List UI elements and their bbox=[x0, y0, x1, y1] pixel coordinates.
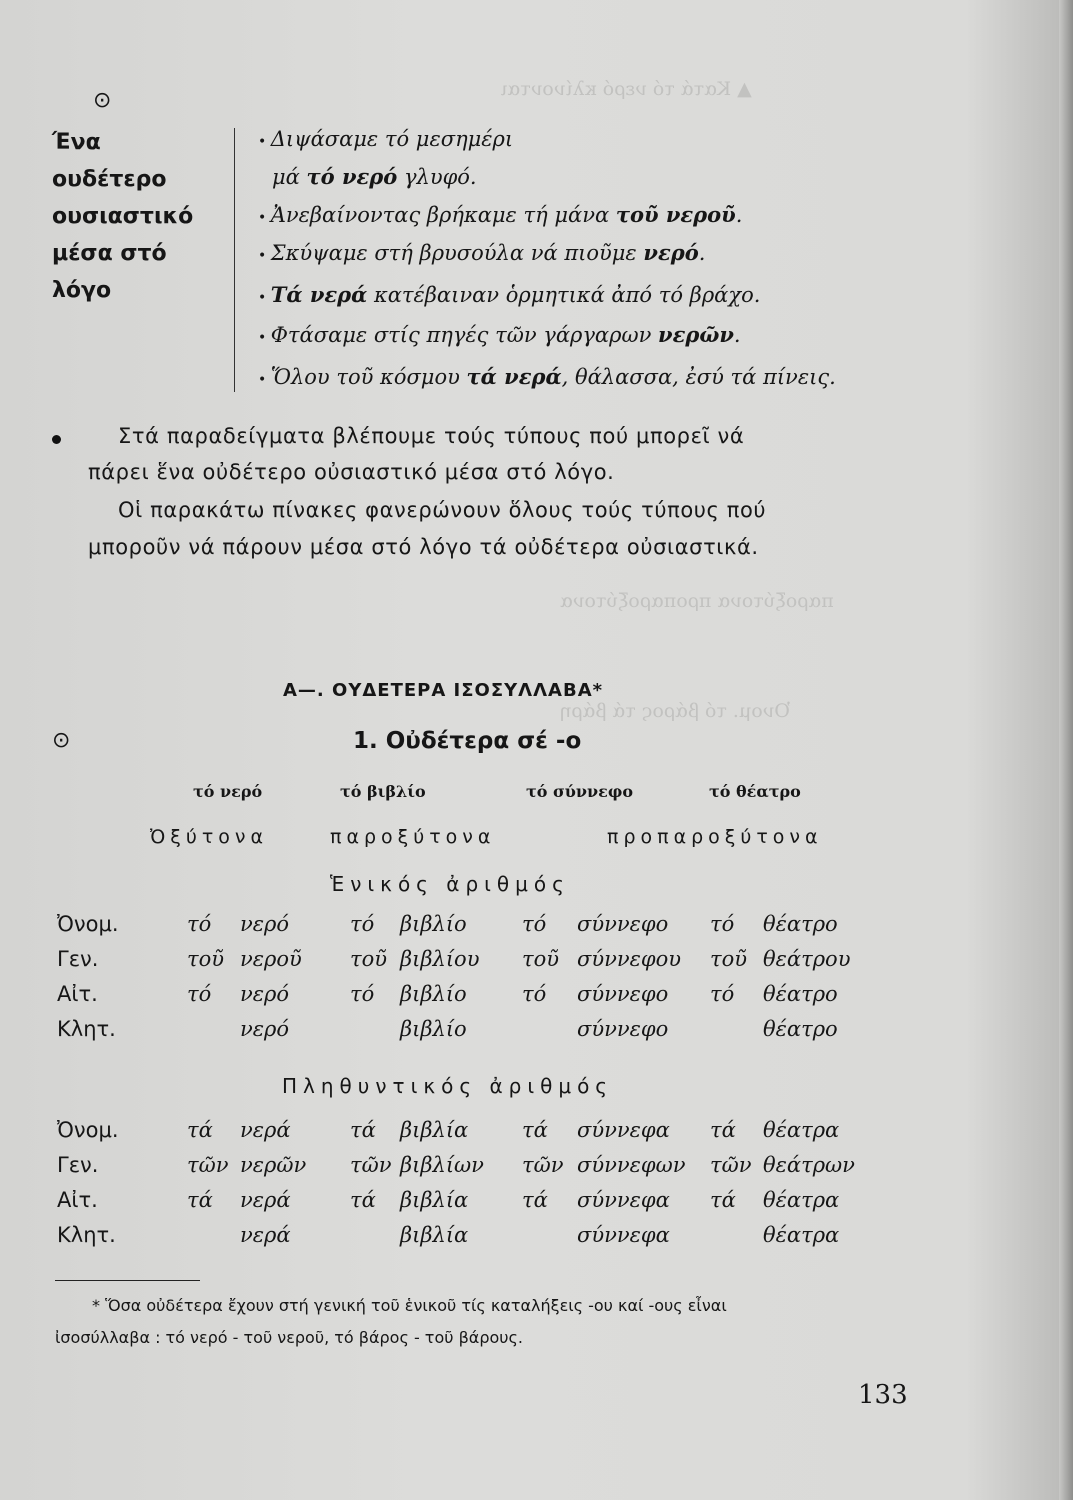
bullet-icon: • bbox=[258, 210, 271, 226]
case-label: Κλητ. bbox=[57, 1223, 116, 1247]
noun-form-cell: νερά bbox=[240, 1223, 291, 1247]
example-text: . bbox=[733, 323, 741, 347]
case-label: Αἰτ. bbox=[57, 1188, 98, 1212]
section-marker-icon: ⊙ bbox=[93, 88, 112, 113]
example-line bbox=[258, 282, 760, 307]
example-text: Διψάσαμε τό μεσημέρι bbox=[270, 127, 514, 151]
bullet-icon: • bbox=[258, 330, 271, 346]
word-header: τό θέατρο bbox=[709, 782, 801, 801]
noun-form-cell: νερό bbox=[240, 1017, 290, 1041]
side-heading-line: μέσα στό bbox=[52, 241, 167, 266]
divider-line bbox=[234, 128, 235, 392]
noun-form-cell: σύννεφο bbox=[577, 1017, 669, 1041]
noun-form-cell: βιβλίων bbox=[400, 1153, 484, 1177]
article-cell: τῶν bbox=[350, 1153, 392, 1177]
example-text: , θάλασσα, ἐσύ τά πίνεις. bbox=[561, 365, 836, 389]
case-label: Ὀνομ. bbox=[57, 912, 119, 936]
example-line bbox=[258, 322, 741, 347]
side-heading-line: Ένα bbox=[52, 130, 101, 155]
stress-label: παροξύτονα bbox=[330, 826, 496, 848]
noun-form-cell: βιβλία bbox=[400, 1118, 469, 1142]
bleed-through-text: Ὀνομ. τό βάρος τά βάρη bbox=[560, 700, 790, 722]
noun-form-cell: βιβλίο bbox=[400, 1017, 467, 1041]
example-line bbox=[258, 127, 513, 151]
article-cell: τοῦ bbox=[350, 947, 388, 971]
intro-line: Στά παραδείγματα βλέπουμε τούς τύπους πού μπορεῖ νά bbox=[118, 424, 745, 448]
article-cell: τό bbox=[522, 982, 547, 1006]
example-line bbox=[258, 202, 742, 227]
noun-form-cell: θέατρο bbox=[763, 1017, 838, 1041]
article-cell: τό bbox=[187, 912, 212, 936]
bleed-through-text: ▲ Κατά τό νερό κλίνονται bbox=[500, 78, 752, 100]
article-cell: τό bbox=[710, 912, 735, 936]
footnote-line: ἰσοσύλλαβα : τό νερό - τοῦ νεροῦ, τό βάρος - τοῦ βάρους. bbox=[55, 1328, 524, 1347]
article-cell: τά bbox=[522, 1188, 548, 1212]
noun-form-cell: σύννεφο bbox=[577, 912, 669, 936]
noun-form-cell: νερά bbox=[240, 1118, 291, 1142]
intro-line: Οἱ παρακάτω πίνακες φανερώνουν ὅλους τούς τύπους πού bbox=[118, 498, 767, 522]
noun-form-cell: νερῶν bbox=[240, 1153, 307, 1177]
bullet-icon: • bbox=[258, 372, 271, 388]
case-label: Ὀνομ. bbox=[57, 1118, 119, 1142]
article-cell: τά bbox=[710, 1118, 736, 1142]
noun-form-cell: θέατρο bbox=[763, 982, 838, 1006]
noun-form-cell: θέατρα bbox=[763, 1223, 840, 1247]
article-cell: τῶν bbox=[522, 1153, 564, 1177]
footnote-line: * Ὅσα οὐδέτερα ἔχουν στή γενική τοῦ ἑνικοῦ τίς καταλήξεις -ου καί -ους εἶναι bbox=[92, 1296, 727, 1315]
highlighted-noun: τά νερά bbox=[466, 364, 562, 389]
article-cell: τά bbox=[350, 1118, 376, 1142]
example-text: μά bbox=[272, 165, 307, 189]
highlighted-noun: τοῦ νεροῦ bbox=[615, 202, 736, 227]
article-cell: τό bbox=[187, 982, 212, 1006]
highlighted-noun: νερῶν bbox=[658, 322, 734, 347]
noun-form-cell: βιβλίο bbox=[400, 912, 467, 936]
example-text: Ὅλου τοῦ κόσμου bbox=[270, 365, 467, 389]
article-cell: τά bbox=[522, 1118, 548, 1142]
page-number: 133 bbox=[858, 1380, 908, 1410]
noun-form-cell: σύννεφου bbox=[577, 947, 682, 971]
noun-form-cell: νερό bbox=[240, 912, 290, 936]
bullet-icon: • bbox=[258, 248, 271, 264]
bullet-icon bbox=[52, 435, 61, 444]
stress-label: Ὀξύτονα bbox=[150, 826, 269, 848]
noun-form-cell: βιβλίου bbox=[400, 947, 480, 971]
section-title: Α—. ΟΥΔΕΤΕΡΑ ΙΣΟΣΥΛΛΑΒΑ* bbox=[283, 680, 604, 701]
example-line bbox=[258, 164, 477, 189]
highlighted-noun: Τά νερά bbox=[270, 282, 368, 307]
noun-form-cell: σύννεφα bbox=[577, 1188, 670, 1212]
noun-form-cell: βιβλίο bbox=[400, 982, 467, 1006]
plural-title: Πληθυντικός ἀριθμός bbox=[282, 1074, 614, 1098]
bleed-through-text: παροξύτονα προπαροξύτονα bbox=[560, 590, 834, 612]
noun-form-cell: θέατρα bbox=[763, 1118, 840, 1142]
noun-form-cell: νερό bbox=[240, 982, 290, 1006]
article-cell: τά bbox=[710, 1188, 736, 1212]
noun-form-cell: σύννεφο bbox=[577, 982, 669, 1006]
intro-line: μποροῦν νά πάρουν μέσα στό λόγο τά οὐδέτερα οὐσιαστικά. bbox=[88, 535, 759, 559]
case-label: Γεν. bbox=[57, 947, 99, 971]
bullet-icon: • bbox=[258, 134, 271, 150]
case-label: Αἰτ. bbox=[57, 982, 98, 1006]
example-text: . bbox=[735, 203, 743, 227]
bullet-icon: • bbox=[258, 290, 271, 306]
example-line bbox=[258, 364, 836, 389]
article-cell: τό bbox=[350, 912, 375, 936]
noun-form-cell: νερά bbox=[240, 1188, 291, 1212]
noun-form-cell: σύννεφα bbox=[577, 1118, 670, 1142]
footnote-rule bbox=[55, 1280, 200, 1281]
word-header: τό σύννεφο bbox=[526, 782, 633, 801]
article-cell: τῶν bbox=[710, 1153, 752, 1177]
noun-form-cell: θέατρα bbox=[763, 1188, 840, 1212]
example-text: Φτάσαμε στίς πηγές τῶν γάργαρων bbox=[270, 323, 659, 347]
stress-label: προπαροξύτονα bbox=[607, 826, 823, 848]
noun-form-cell: βιβλία bbox=[400, 1223, 469, 1247]
singular-title: Ἑνικός ἀριθμός bbox=[330, 872, 570, 896]
article-cell: τοῦ bbox=[710, 947, 748, 971]
example-text: Ἀνεβαίνοντας βρήκαμε τή μάνα bbox=[270, 203, 616, 227]
intro-line: πάρει ἕνα οὐδέτερο οὐσιαστικό μέσα στό λόγο. bbox=[88, 460, 615, 484]
example-text: . bbox=[698, 241, 706, 265]
example-text: Σκύψαμε στή βρυσούλα νά πιοῦμε bbox=[270, 241, 644, 265]
example-line bbox=[258, 240, 705, 265]
highlighted-noun: τό νερό bbox=[306, 164, 398, 189]
article-cell: τοῦ bbox=[522, 947, 560, 971]
section-marker-icon: ⊙ bbox=[52, 728, 71, 753]
noun-form-cell: σύννεφα bbox=[577, 1223, 670, 1247]
noun-form-cell: θεάτρων bbox=[763, 1153, 855, 1177]
noun-form-cell: νεροῦ bbox=[240, 947, 302, 971]
article-cell: τό bbox=[710, 982, 735, 1006]
word-header: τό νερό bbox=[193, 782, 263, 801]
article-cell: τό bbox=[522, 912, 547, 936]
word-header: τό βιβλίο bbox=[340, 782, 426, 801]
article-cell: τοῦ bbox=[187, 947, 225, 971]
article-cell: τό bbox=[350, 982, 375, 1006]
case-label: Γεν. bbox=[57, 1153, 99, 1177]
noun-form-cell: σύννεφων bbox=[577, 1153, 686, 1177]
highlighted-noun: νερό bbox=[643, 240, 699, 265]
case-label: Κλητ. bbox=[57, 1017, 116, 1041]
article-cell: τά bbox=[187, 1118, 213, 1142]
article-cell: τῶν bbox=[187, 1153, 229, 1177]
page-edge bbox=[1059, 0, 1073, 1500]
article-cell: τά bbox=[350, 1188, 376, 1212]
noun-form-cell: θέατρο bbox=[763, 912, 838, 936]
article-cell: τά bbox=[187, 1188, 213, 1212]
example-text: κατέβαιναν ὁρμητικά ἀπό τό βράχο. bbox=[367, 283, 761, 307]
side-heading bbox=[52, 124, 193, 309]
noun-form-cell: βιβλία bbox=[400, 1188, 469, 1212]
example-text: γλυφό. bbox=[397, 165, 477, 189]
side-heading-line: λόγο bbox=[52, 278, 112, 303]
side-heading-line: ουσιαστικό bbox=[52, 204, 194, 229]
noun-form-cell: θεάτρου bbox=[763, 947, 851, 971]
subsection-title: 1. Οὐδέτερα σέ -ο bbox=[353, 728, 582, 754]
side-heading-line: ουδέτερο bbox=[52, 167, 167, 192]
